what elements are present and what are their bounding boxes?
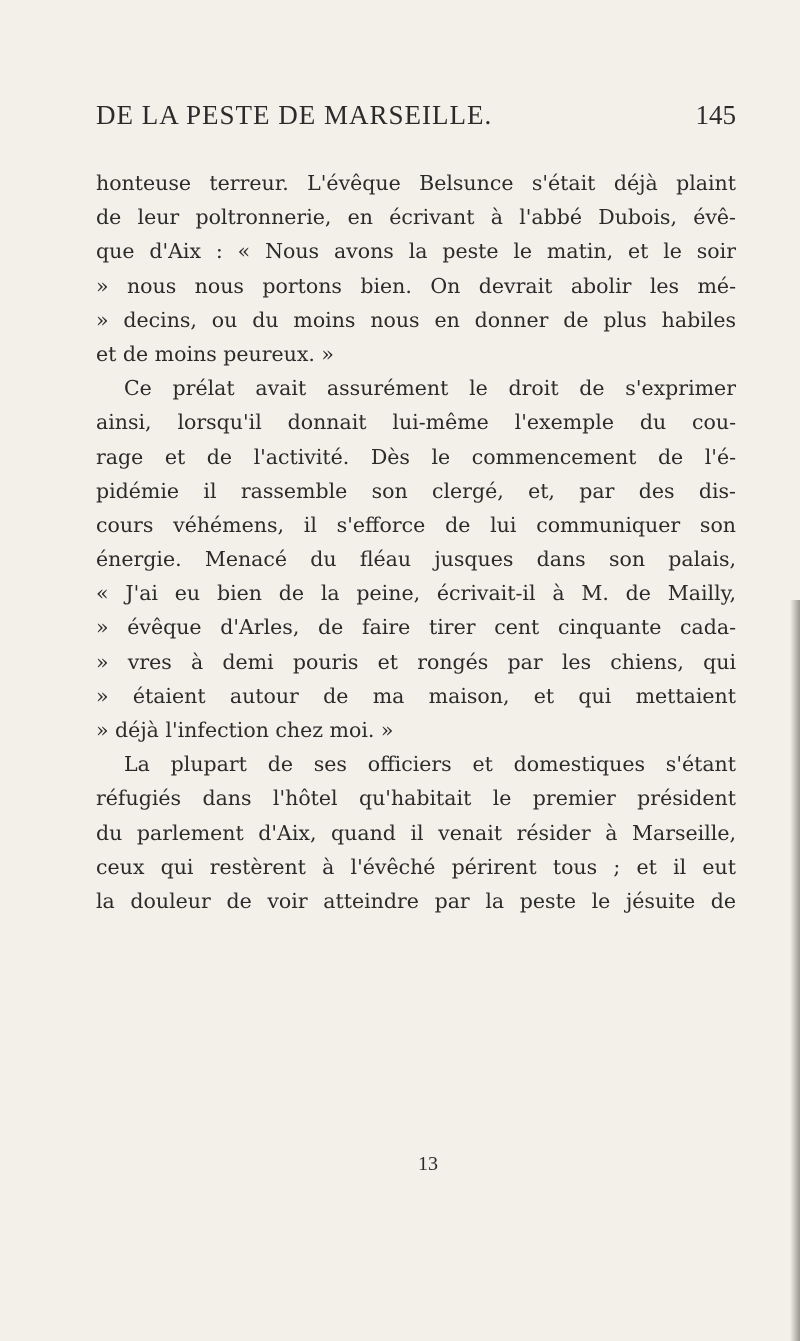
text-line: et de moins peureux. » — [96, 341, 334, 366]
body-text — [96, 166, 736, 918]
text-line: ainsi, lorsqu'il donnait lui-même l'exemple du cou- — [96, 410, 736, 435]
text-line: ceux qui restèrent à l'évêché périrent tous ; et il eut — [96, 854, 736, 879]
text-line: honteuse terreur. L'évêque Belsunce s'était déjà plaint — [96, 171, 736, 195]
text-line: » nous nous portons bien. On devrait abolir les mé- — [96, 273, 736, 298]
page-number: 145 — [695, 100, 736, 130]
signature-mark: 13 — [418, 1153, 438, 1175]
text-line: » vres à demi pouris et rongés par les chiens, qui — [96, 649, 736, 674]
text-line: du parlement d'Aix, quand il venait résider à Marseille, — [96, 820, 736, 845]
text-line: La plupart de ses officiers et domestiques s'étant — [124, 752, 736, 777]
text-line: pidémie il rassemble son clergé, et, par des dis- — [96, 478, 736, 503]
text-line: la douleur de voir atteindre par la peste le jésuite de — [96, 888, 736, 913]
text-line: que d'Aix : « Nous avons la peste le matin, et le soir — [96, 239, 736, 264]
text-line: cours véhémens, il s'efforce de lui communiquer son — [96, 512, 736, 537]
text-line: » étaient autour de ma maison, et qui mettaient — [96, 683, 736, 708]
text-line: énergie. Menacé du fléau jusques dans son palais, — [96, 547, 736, 572]
text-line: de leur poltronnerie, en écrivant à l'abbé Dubois, évê- — [96, 205, 736, 230]
text-line: Ce prélat avait assurément le droit de s'exprimer — [124, 376, 736, 401]
page-header — [96, 100, 736, 140]
text-line: » déjà l'infection chez moi. » — [96, 718, 394, 742]
text-line: » decins, ou du moins nous en donner de plus habiles — [96, 307, 736, 332]
text-line: rage et de l'activité. Dès le commencement de l'é- — [96, 444, 736, 469]
text-line: réfugiés dans l'hôtel qu'habitait le premier président — [96, 786, 736, 811]
running-head: DE LA PESTE DE MARSEILLE. — [96, 100, 493, 130]
text-line: « J'ai eu bien de la peine, écrivait-il à M. de Mailly, — [96, 581, 736, 606]
page-edge-shadow — [790, 600, 800, 1341]
text-line: » évêque d'Arles, de faire tirer cent cinquante cada- — [96, 615, 736, 640]
